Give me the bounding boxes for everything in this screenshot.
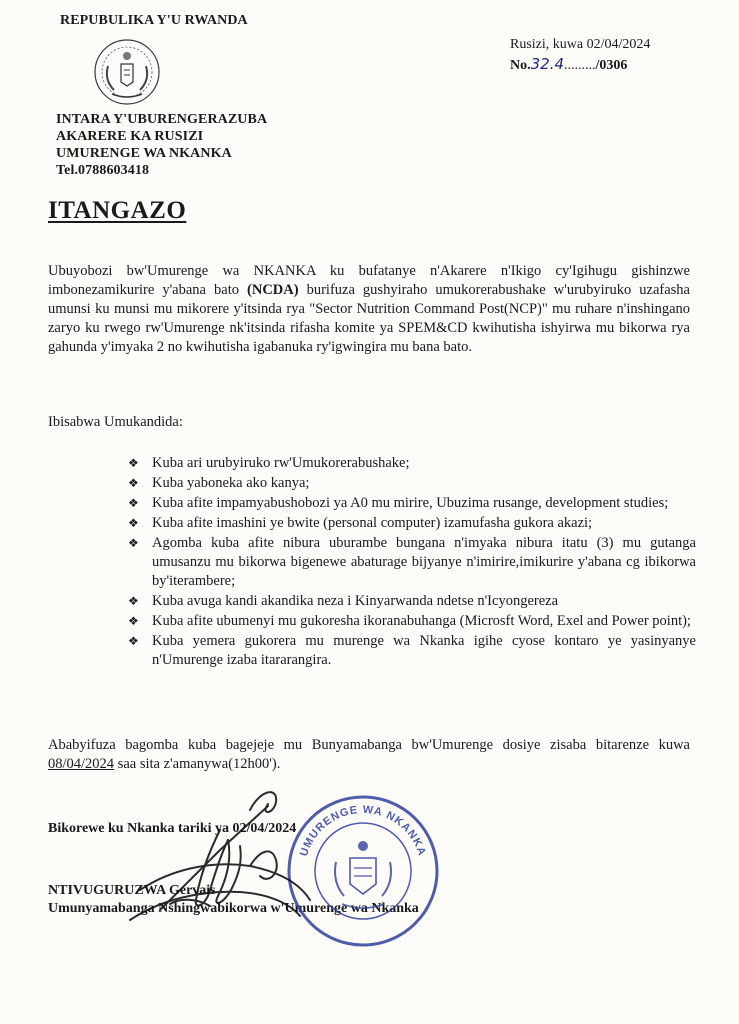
list-item <box>128 534 696 591</box>
phone-number: Tel.0788603418 <box>56 163 150 178</box>
list-item <box>128 474 696 493</box>
document-title: ITANGAZO <box>48 197 187 224</box>
handwritten-signature <box>100 780 340 930</box>
diamond-bullet-icon: ❖ <box>128 476 139 490</box>
diamond-bullet-icon: ❖ <box>128 594 139 608</box>
list-item-text: Agomba kuba afite nibura uburambe bungana n'imyaka nibura itatu (3) mu gutanga umusanzu mu bikorwa bigenewe abaturage bijyanye n'imirire,imikurire y'abana cg ibikorwa by'iterambere; <box>152 535 696 589</box>
diamond-bullet-icon: ❖ <box>128 496 139 510</box>
country-name: REPUBULIKA Y'U RWANDA <box>60 13 248 28</box>
diamond-bullet-icon: ❖ <box>128 536 139 550</box>
diamond-bullet-icon: ❖ <box>128 456 139 470</box>
reference-number <box>510 55 627 74</box>
handwritten-reference-number: 32.4 <box>530 55 565 73</box>
closing-text-start: Ababyifuza bagomba kuba bagejeje mu Bunyamabanga bw'Umurenge dosiye zisaba bitarenze kuwa <box>48 737 690 753</box>
list-item <box>128 612 696 631</box>
district-name: AKARERE KA RUSIZI <box>56 129 204 144</box>
sector-name: UMURENGE WA NKANKA <box>56 146 232 161</box>
list-item-text: Kuba afite impamyabushobozi ya A0 mu mirire, Ubuzima rusange, development studies; <box>152 495 669 511</box>
reference-number-suffix: /0306 <box>595 58 628 73</box>
reference-number-dots: ......... <box>564 58 596 73</box>
list-item-text: Kuba afite ubumenyi mu gukoresha ikoranabuhanga (Microsft Word, Exel and Power point); <box>152 613 691 629</box>
reference-number-prefix: No. <box>510 58 531 73</box>
requirements-list <box>128 454 696 671</box>
list-item <box>128 454 696 473</box>
list-item <box>128 494 696 513</box>
list-item <box>128 632 696 670</box>
ncda-acronym: (NCDA) <box>247 282 299 298</box>
stamp-ring-text: UMURENGE WA NKANKA <box>298 803 428 858</box>
done-at-line: Bikorewe ku Nkanka tariki ya 02/04/2024 <box>48 821 297 836</box>
coat-of-arms-emblem <box>88 36 166 108</box>
diamond-bullet-icon: ❖ <box>128 614 139 628</box>
intro-text-end: burifuza gushyiraho umukorerabushake w'urubyiruko uzafasha umunsi ku munsi mu mikorere y'itsinda rya "Sector Nutrition Command Post(NCP)" mu ruhare n'inshingano zaryo ku rwego rw'Umurenge nk'itsinda rifasha komite ya SPEM&CD kwihutisha ishyirwa mu bikorwa rya gahunda y'imyaka 2 no kwihutisha igabanuka ry'igwingira mu bana bato. <box>48 282 690 355</box>
list-item <box>128 592 696 611</box>
place-and-date: Rusizi, kuwa 02/04/2024 <box>510 37 651 52</box>
list-item-text: Kuba yemera gukorera mu murenge wa Nkanka igihe cyose kontaro ye yasinyanye n'Umurenge izaba itararangira. <box>152 633 696 668</box>
list-item-text: Kuba yaboneka ako kanya; <box>152 475 310 491</box>
signatory-role: Umunyamabanga Nshingwabikorwa w'Umurenge wa Nkanka <box>48 901 419 916</box>
intro-text-start: Ubuyobozi bw'Umurenge wa NKANKA ku bufatanye n'Akarere n'Ikigo cy'Igihugu gishinzwe imbonezamikurire y'abana bato <box>48 263 690 298</box>
list-item-text: Kuba afite imashini ye bwite (personal computer) izamufasha gukora akazi; <box>152 515 593 531</box>
closing-text-end: saa sita z'amanywa(12h00'). <box>114 756 281 772</box>
closing-paragraph <box>48 736 690 774</box>
list-item <box>128 514 696 533</box>
deadline-date: 08/04/2024 <box>48 756 115 772</box>
province-name: INTARA Y'UBURENGERAZUBA <box>56 112 268 127</box>
diamond-bullet-icon: ❖ <box>128 516 139 530</box>
intro-paragraph <box>48 262 690 357</box>
list-item-text: Kuba avuga kandi akandika neza i Kinyarwanda ndetse n'Icyongereza <box>152 593 559 609</box>
list-item-text: Kuba ari urubyiruko rw'Umukorerabushake; <box>152 455 410 471</box>
requirements-heading: Ibisabwa Umukandida: <box>48 414 183 430</box>
diamond-bullet-icon: ❖ <box>128 634 139 648</box>
signatory-name: NTIVUGURUZWA Gervais <box>48 883 216 898</box>
